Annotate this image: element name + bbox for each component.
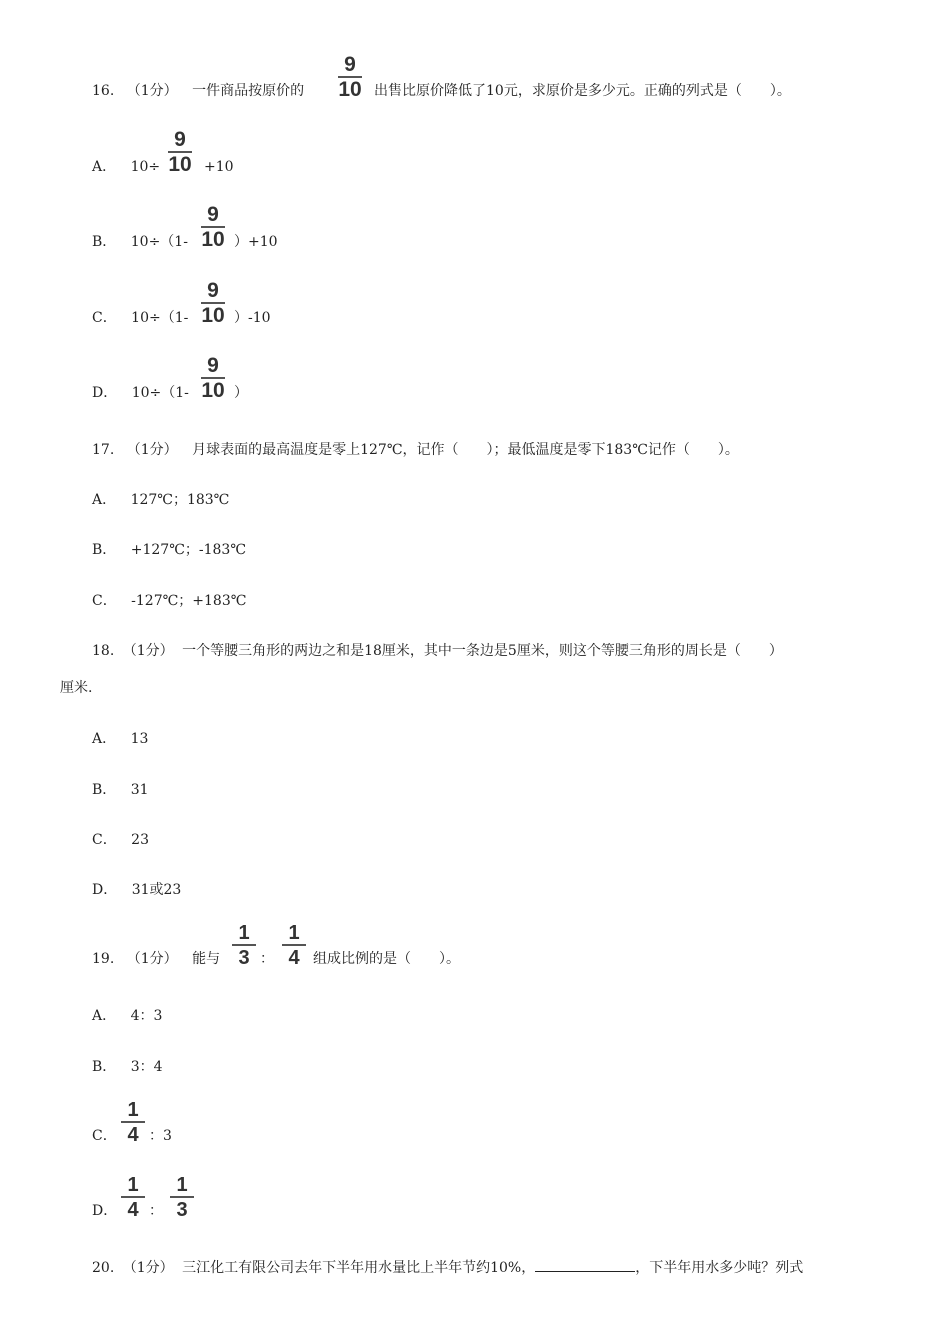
q19-option-d-fraction-1	[119, 1175, 147, 1220]
option-label: A．	[92, 1008, 117, 1024]
q18-stem	[92, 642, 783, 660]
q19-stem-pre: 能与	[192, 951, 221, 967]
q16-option-b-pre: 10÷（1-	[130, 234, 188, 250]
q19-option-a[interactable]	[92, 1007, 162, 1025]
q18-option-c[interactable]	[92, 831, 149, 849]
q16-stem-pre: 一件商品按原价的	[192, 83, 305, 99]
option-text: 127℃；183℃	[130, 492, 230, 508]
q20-stem-post: ，下半年用水多少吨？列式	[635, 1260, 804, 1276]
fraction-bar	[232, 944, 256, 946]
option-label: C．	[92, 1128, 117, 1144]
fraction-den: 4	[127, 1199, 139, 1221]
option-text: 31或23	[131, 882, 182, 898]
fraction-den: 4	[127, 1124, 139, 1146]
q19-stem	[92, 950, 220, 968]
fraction-num: 9	[207, 203, 219, 226]
option-text: 13	[130, 731, 149, 747]
fraction-num: 9	[174, 128, 186, 151]
q19-option-d-colon: ：	[149, 1203, 163, 1219]
option-label: D．	[92, 882, 118, 898]
q17-option-a[interactable]	[92, 491, 229, 509]
q19-fraction-a	[230, 923, 258, 968]
q18-option-d[interactable]	[92, 881, 181, 899]
q20-number: 20.	[92, 1260, 115, 1276]
q16-option-c-label: C．	[92, 310, 117, 326]
q16-fraction-num: 9	[344, 53, 356, 76]
q16-option-d[interactable]	[92, 384, 189, 402]
q20-answer-blank[interactable]	[535, 1259, 635, 1272]
fraction-num: 1	[127, 1099, 139, 1121]
q17-stem	[92, 441, 739, 459]
q20-stem-pre: 三江化工有限公司去年下半年用水量比上半年节约10%，	[182, 1260, 536, 1276]
fraction-num: 9	[207, 279, 219, 302]
option-text: 31	[130, 782, 149, 798]
q16-option-b-post: ）+10	[234, 234, 278, 250]
q19-colon: ：	[260, 951, 274, 967]
option-text: 23	[131, 832, 149, 848]
q16-option-c-post: ）-10	[234, 310, 271, 326]
q19-stem-post: 组成比例的是（ ）。	[313, 951, 460, 967]
q16-fraction	[336, 55, 364, 100]
fraction-den: 4	[288, 947, 300, 969]
q17-stem-text: 月球表面的最高温度是零上127℃，记作（ ）；最低温度是零下183℃记作（ ）。	[192, 442, 739, 458]
q19-fraction-b	[280, 923, 308, 968]
fraction-den: 10	[168, 153, 192, 176]
q18-score: （1分）	[122, 643, 174, 659]
q18-option-a[interactable]	[92, 730, 148, 748]
q16-option-c-fraction	[199, 281, 227, 326]
fraction-bar	[121, 1196, 145, 1198]
q16-option-d-pre: 10÷（1-	[131, 385, 189, 401]
q16-option-d-fraction	[199, 356, 227, 401]
q16-option-b[interactable]	[92, 233, 188, 251]
q16-stem-post: 出售比原价降低了10元，求原价是多少元。正确的列式是（ ）。	[374, 83, 791, 99]
fraction-bar	[282, 944, 306, 946]
option-text: -127℃；+183℃	[131, 593, 247, 609]
q18-stem-line2: 厘米.	[60, 680, 93, 696]
q16-option-c-pre: 10÷（1-	[131, 310, 189, 326]
q16-stem	[92, 82, 304, 100]
option-label: C．	[92, 832, 117, 848]
q19-number: 19.	[92, 951, 115, 967]
q18-number: 18.	[92, 643, 115, 659]
option-label: B．	[92, 1059, 117, 1075]
fraction-den: 10	[201, 304, 225, 327]
fraction-num: 1	[238, 922, 250, 944]
q17-number: 17.	[92, 442, 115, 458]
fraction-bar	[170, 1196, 194, 1198]
q19-option-c-fraction	[119, 1100, 147, 1145]
q16-option-b-label: B．	[92, 234, 117, 250]
fraction-den: 10	[201, 379, 225, 402]
option-label: B．	[92, 782, 117, 798]
q19-score: （1分）	[126, 951, 178, 967]
option-text: 4：3	[130, 1008, 163, 1024]
q19-option-c[interactable]	[92, 1127, 117, 1145]
q16-option-a-post: +10	[204, 159, 234, 175]
q17-score: （1分）	[126, 442, 178, 458]
q17-option-c[interactable]	[92, 592, 246, 610]
q16-option-c[interactable]	[92, 309, 188, 327]
fraction-den: 3	[176, 1199, 188, 1221]
q20-stem	[92, 1259, 803, 1277]
fraction-num: 1	[176, 1174, 188, 1196]
q16-option-a[interactable]	[92, 158, 160, 176]
q19-option-b[interactable]	[92, 1058, 163, 1076]
q17-option-b[interactable]	[92, 541, 246, 559]
q16-option-b-fraction	[199, 205, 227, 250]
q16-option-d-post: ）	[234, 385, 248, 401]
q18-stem-line1: 一个等腰三角形的两边之和是18厘米，其中一条边是5厘米，则这个等腰三角形的周长是（ ）	[182, 643, 783, 659]
q16-option-a-label: A．	[92, 159, 117, 175]
q16-score: （1分）	[126, 83, 178, 99]
option-label: B．	[92, 542, 117, 558]
q19-option-d[interactable]	[92, 1202, 117, 1220]
q19-option-c-post: ：3	[149, 1128, 172, 1144]
fraction-bar	[121, 1121, 145, 1123]
q16-option-a-pre: 10÷	[130, 159, 161, 175]
q20-score: （1分）	[122, 1260, 174, 1276]
option-label: A．	[92, 731, 117, 747]
q16-number: 16.	[92, 83, 115, 99]
option-text: +127℃；-183℃	[130, 542, 246, 558]
option-text: 3：4	[130, 1059, 163, 1075]
fraction-num: 9	[207, 354, 219, 377]
q16-fraction-den: 10	[338, 78, 362, 101]
fraction-den: 3	[238, 947, 250, 969]
option-label: A．	[92, 492, 117, 508]
q16-option-d-label: D．	[92, 385, 118, 401]
q19-option-d-fraction-2	[168, 1175, 196, 1220]
fraction-num: 1	[288, 922, 300, 944]
option-label: C．	[92, 593, 117, 609]
fraction-den: 10	[201, 228, 225, 251]
q16-option-a-fraction	[166, 130, 194, 175]
fraction-num: 1	[127, 1174, 139, 1196]
option-label: D．	[92, 1203, 118, 1219]
q18-option-b[interactable]	[92, 781, 149, 799]
